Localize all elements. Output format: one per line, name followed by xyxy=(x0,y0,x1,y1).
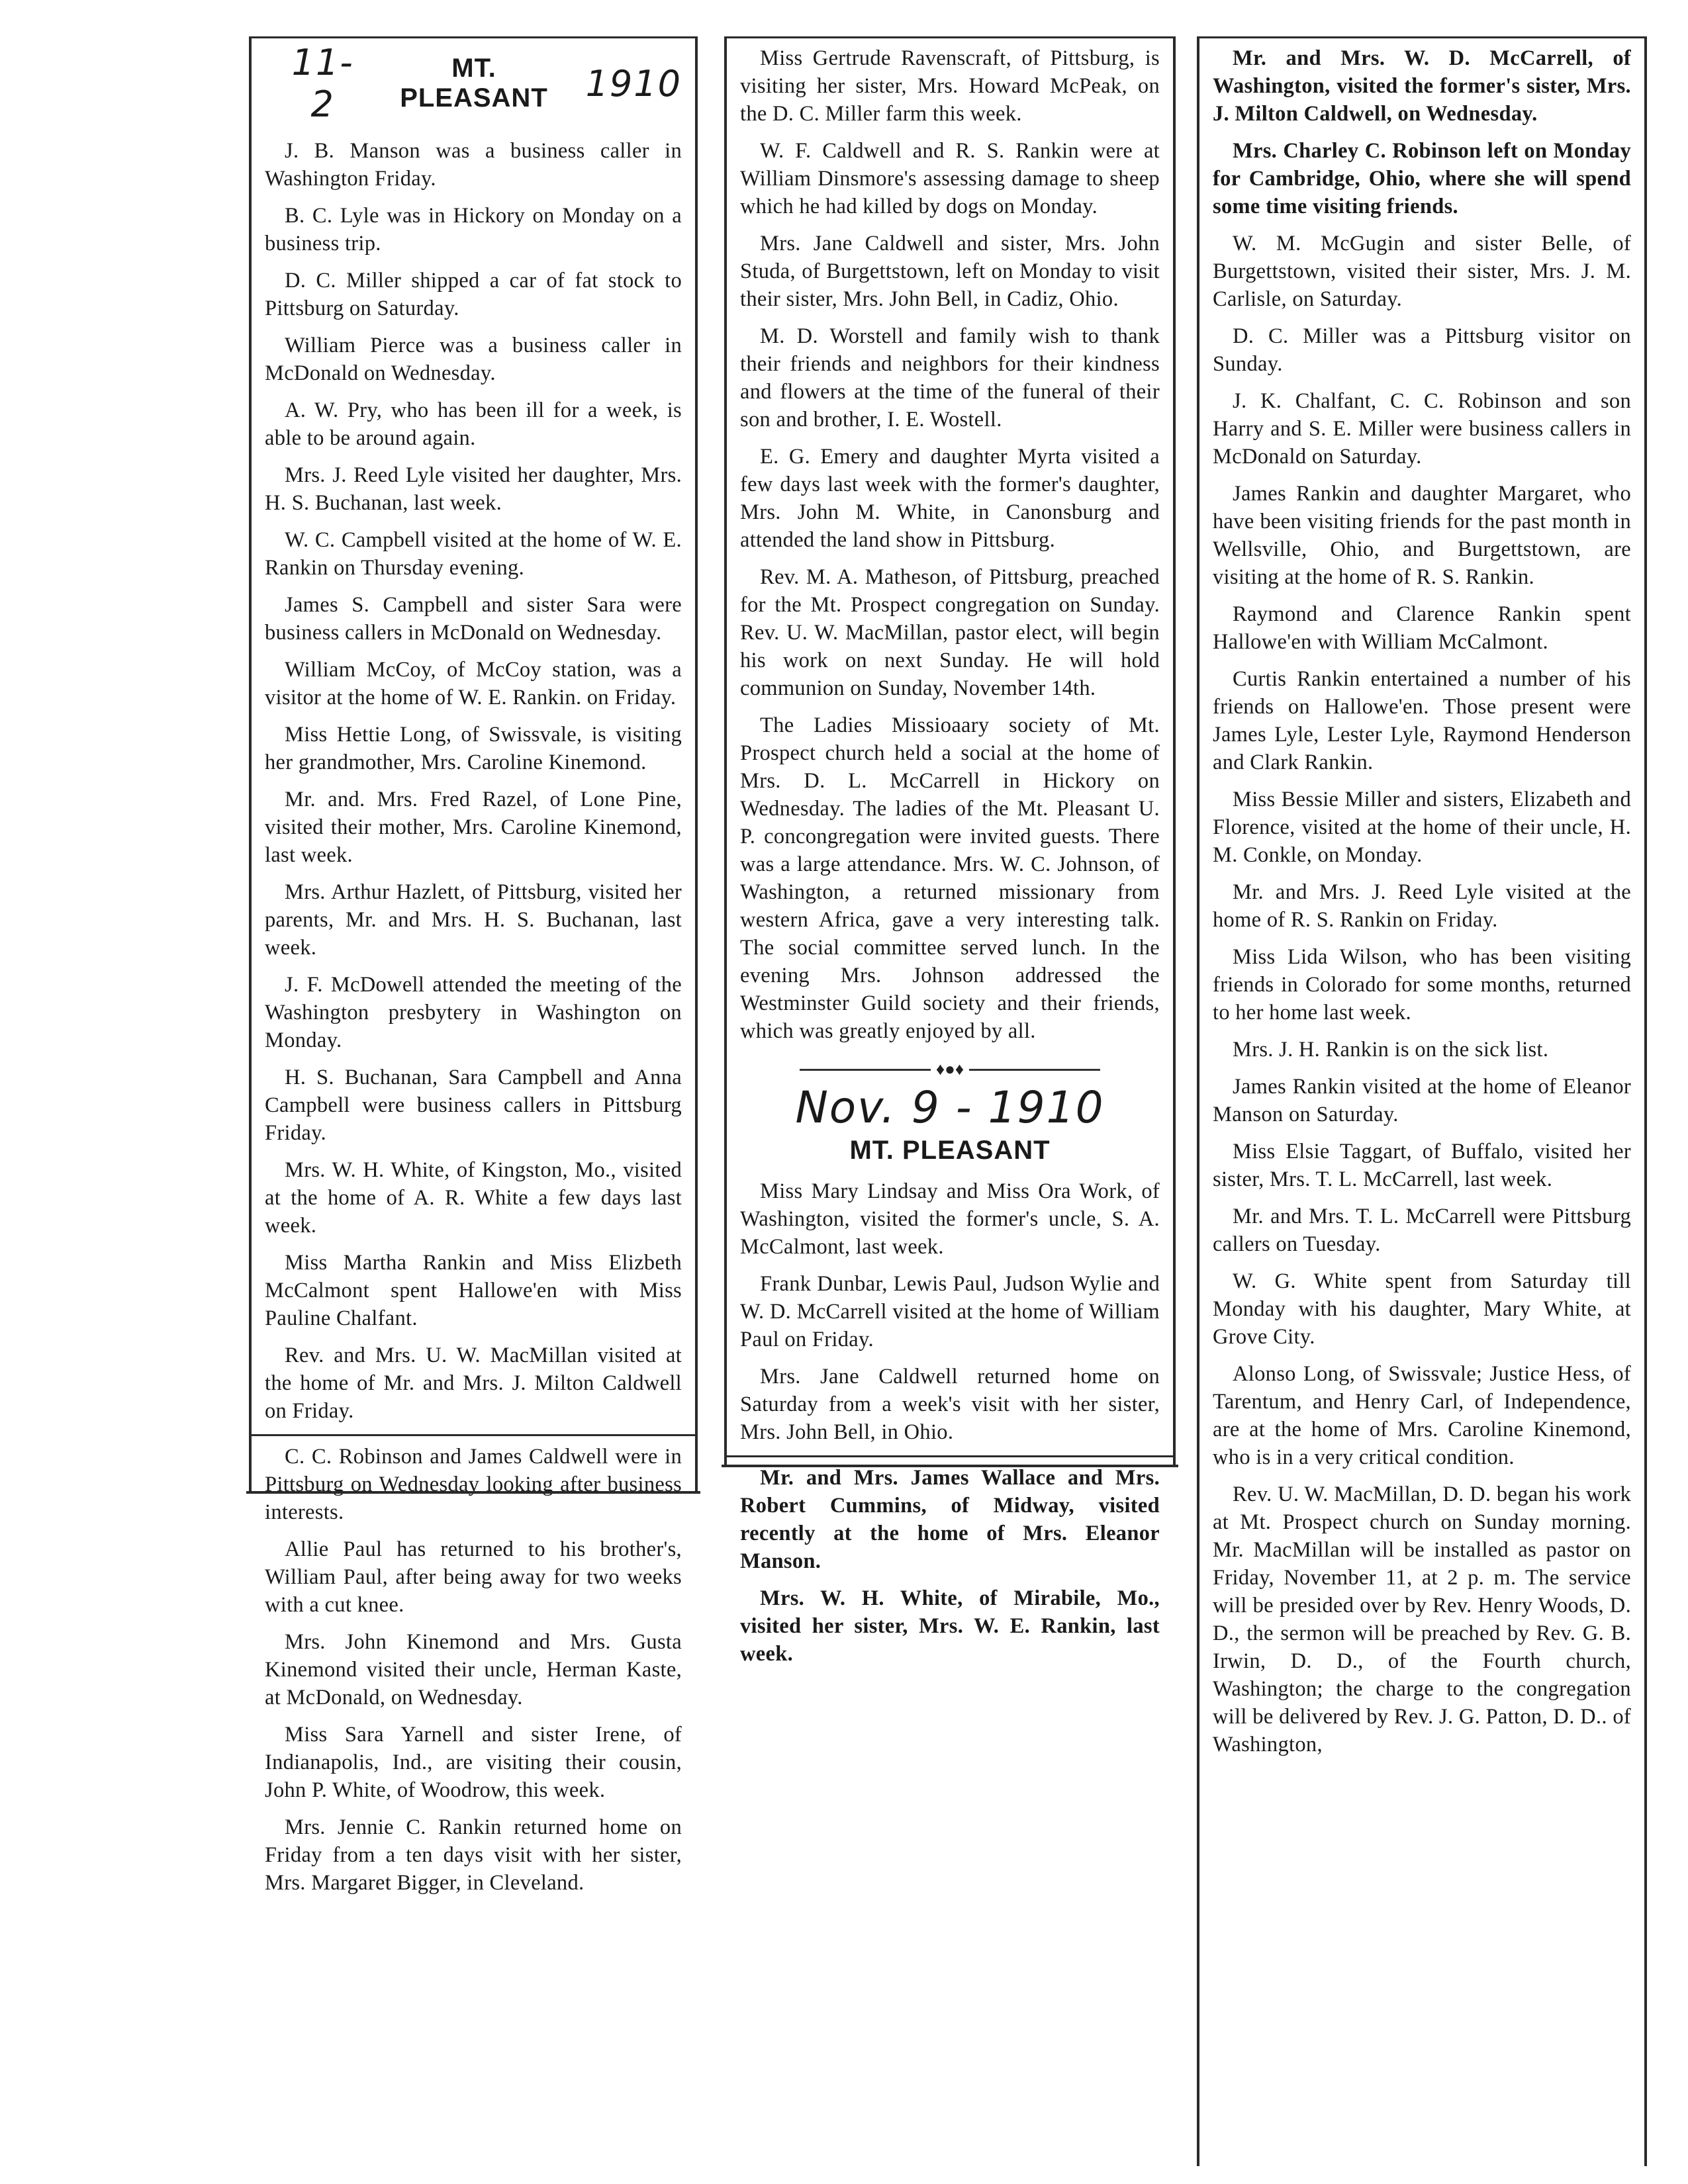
clipping-divider xyxy=(727,1455,1173,1457)
news-item: Alonso Long, of Swissvale; Justice Hess, of Tarentum, and Henry Carl, of Independence, are at the home of Mrs. Caroline Kinemond, who is in a very critical condition. xyxy=(1213,1362,1631,1469)
news-item: Mrs. Charley C. Robinson left on Monday for Cambridge, Ohio, where she will spend some time visiting friends. xyxy=(1213,139,1631,218)
news-item: W. C. Campbell visited at the home of W. E. Rankin on Thursday evening. xyxy=(265,528,682,580)
news-item: Mr. and. Mrs. Fred Razel, of Lone Pine, visited their mother, Mrs. Caroline Kinemond, last week. xyxy=(265,788,682,867)
column-top-rule xyxy=(727,36,1173,38)
news-item: A. W. Pry, who has been ill for a week, is able to be around again. xyxy=(265,398,682,450)
news-item: Miss Bessie Miller and sisters, Elizabeth and Florence, visited at the home of their uncle, H. M. Conkle, on Monday. xyxy=(1213,788,1631,867)
news-item: Miss Mary Lindsay and Miss Ora Work, of Washington, visited the former's uncle, S. A. McCalmont, last week. xyxy=(740,1179,1160,1259)
news-item: Miss Elsie Taggart, of Buffalo, visited her sister, Mrs. T. L. McCarrell, last week. xyxy=(1213,1140,1631,1191)
column-top-rule xyxy=(1199,36,1644,38)
news-item: C. C. Robinson and James Caldwell were in Pittsburg on Wednesday looking after business interests. xyxy=(265,1445,682,1524)
section-title: MT. PLEASANT xyxy=(400,54,548,113)
news-item: James Rankin and daughter Margaret, who have been visiting friends for the past month in Wellsville, Ohio, and Burgettstown, are visiting at the home of R. S. Rankin. xyxy=(1213,482,1631,589)
news-item: E. G. Emery and daughter Myrta visited a few days last week with the former's daughter, Mrs. John M. White, in Canonsburg and attended the land show in Pittsburg. xyxy=(740,445,1160,552)
handwritten-year: 1910 xyxy=(585,62,682,105)
news-item: Mrs. J. Reed Lyle visited her daughter, Mrs. H. S. Buchanan, last week. xyxy=(265,463,682,515)
ornament-glyphs: ♦●♦ xyxy=(931,1060,969,1079)
news-item: Raymond and Clarence Rankin spent Hallowe'en with William McCalmont. xyxy=(1213,602,1631,654)
news-item: Mrs. J. H. Rankin is on the sick list. xyxy=(1233,1038,1549,1062)
column-1 xyxy=(249,36,698,1895)
news-item: Mr. and Mrs. W. D. McCarrell, of Washington, visited the former's sister, Mrs. J. Milton Caldwell, on Wednesday. xyxy=(1213,46,1631,126)
news-item: James S. Campbell and sister Sara were business callers in McDonald on Wednesday. xyxy=(265,593,682,645)
section-title: MT. PLEASANT xyxy=(849,1136,1051,1165)
handwritten-date: Nov. 9 - 1910 xyxy=(795,1082,1105,1133)
news-item: Allie Paul has returned to his brother's, William Paul, after being away for two weeks with a cut knee. xyxy=(265,1537,682,1617)
news-item: D. C. Miller shipped a car of fat stock to Pittsburg on Saturday. xyxy=(265,269,682,320)
news-item: Miss Hettie Long, of Swissvale, is visiting her grandmother, Mrs. Caroline Kinemond. xyxy=(265,723,682,774)
news-item: Frank Dunbar, Lewis Paul, Judson Wylie and W. D. McCarrell visited at the home of William Paul on Friday. xyxy=(740,1272,1160,1351)
news-item: Miss Martha Rankin and Miss Elizbeth McCalmont spent Hallowe'en with Miss Pauline Chalfant. xyxy=(265,1251,682,1330)
clipping-divider xyxy=(252,1434,695,1436)
column-top-rule xyxy=(252,36,695,38)
column-bottom-rule xyxy=(246,1491,700,1494)
news-item: J. K. Chalfant, C. C. Robinson and son Harry and S. E. Miller were business callers in McDonald on Saturday. xyxy=(1213,389,1631,469)
news-item: Miss Sara Yarnell and sister Irene, of Indianapolis, Ind., are visiting their cousin, John P. White, of Woodrow, this week. xyxy=(265,1723,682,1802)
column-bottom-rule xyxy=(722,1465,1178,1467)
news-item: The Ladies Missioaary society of Mt. Prospect church held a social at the home of Mrs. D. L. McCarrell in Hickory on Wednesday. The ladies of the Mt. Pleasant U. P. concongregation were invited guests. There was a large attendance. Mrs. W. C. Johnson, of Washington, a returned missionary from western Africa, gave a very interesting talk. The social committee served lunch. In the evening Mrs. Johnson addressed the Westminster Guild society and their friends, which was greatly enjoyed by all. xyxy=(740,713,1160,1043)
news-item: Mrs. John Kinemond and Mrs. Gusta Kinemond visited their uncle, Herman Kaste, at McDonald, on Wednesday. xyxy=(265,1630,682,1709)
ornament-rule xyxy=(740,1060,1160,1078)
news-item: Miss Lida Wilson, who has been visiting friends in Colorado for some months, returned to her home last week. xyxy=(1213,945,1631,1024)
news-item: M. D. Worstell and family wish to thank their friends and neighbors for their kindness and flowers at the time of the funeral of their son and brother, I. E. Wostell. xyxy=(740,324,1160,432)
news-item: Mr. and Mrs. J. Reed Lyle visited at the home of R. S. Rankin on Friday. xyxy=(1213,880,1631,932)
handwritten-date: 11-2 xyxy=(291,42,354,125)
news-item: W. F. Caldwell and R. S. Rankin were at William Dinsmore's assessing damage to sheep which he had killed by dogs on Monday. xyxy=(740,139,1160,218)
news-item: James Rankin visited at the home of Eleanor Manson on Saturday. xyxy=(1213,1075,1631,1126)
news-item: Mrs. Jennie C. Rankin returned home on Friday from a ten days visit with her sister, Mrs. Margaret Bigger, in Cleveland. xyxy=(265,1815,682,1895)
news-item: Miss Gertrude Ravenscraft, of Pittsburg, is visiting her sister, Mrs. Howard McPeak, on the D. C. Miller farm this week. xyxy=(740,46,1160,126)
news-item: J. B. Manson was a business caller in Washington Friday. xyxy=(265,139,682,191)
news-item: Mr. and Mrs. T. L. McCarrell were Pittsburg callers on Tuesday. xyxy=(1213,1205,1631,1256)
news-item: William McCoy, of McCoy station, was a visitor at the home of W. E. Rankin. on Friday. xyxy=(265,658,682,709)
news-item: Mrs. Jane Caldwell and sister, Mrs. John Studa, of Burgettstown, left on Monday to visit their sister, Mrs. John Bell, in Cadiz, Ohio. xyxy=(740,232,1160,311)
news-item: Rev. M. A. Matheson, of Pittsburg, preached for the Mt. Prospect congregation on Sunday. Rev. U. W. MacMillan, pastor elect, will begin his work on next Sunday. He will hold communion on Sunday, November 14th. xyxy=(740,565,1160,700)
news-item: Mrs. W. H. White, of Mirabile, Mo., visited her sister, Mrs. W. E. Rankin, last week. xyxy=(740,1586,1160,1666)
news-item: B. C. Lyle was in Hickory on Monday on a business trip. xyxy=(265,204,682,255)
news-item: Mrs. Arthur Hazlett, of Pittsburg, visited her parents, Mr. and Mrs. H. S. Buchanan, last week. xyxy=(265,880,682,960)
news-item: Rev. U. W. MacMillan, D. D. began his work at Mt. Prospect church on Sunday morning. Mr. MacMillan will be installed as pastor on Friday, November 11, at 2 p. m. The service will be presided over by Rev. Henry Woods, D. D., the sermon will be preached by Rev. G. B. Irwin, D. D., of the Fourth church, Washington; the charge to the congregation will be delivered by Rev. J. G. Patton, D. D.. of Washington, xyxy=(1213,1482,1631,1756)
column-3 xyxy=(1197,36,1647,2166)
column-2 xyxy=(724,36,1176,1666)
news-item: Rev. and Mrs. U. W. MacMillan visited at the home of Mr. and Mrs. J. Milton Caldwell on Friday. xyxy=(265,1343,682,1423)
news-item: William Pierce was a business caller in McDonald on Wednesday. xyxy=(265,334,682,385)
news-item: W. M. McGugin and sister Belle, of Burgettstown, visited their sister, Mrs. J. M. Carlisle, on Saturday. xyxy=(1213,232,1631,311)
news-item: W. G. White spent from Saturday till Monday with his daughter, Mary White, at Grove City. xyxy=(1213,1269,1631,1349)
column-2-heading xyxy=(740,1082,1160,1165)
news-item: Mrs. Jane Caldwell returned home on Saturday from a week's visit with her sister, Mrs. John Bell, in Ohio. xyxy=(740,1365,1160,1444)
column-1-heading xyxy=(265,42,682,125)
news-item: Mr. and Mrs. James Wallace and Mrs. Robert Cummins, of Midway, visited recently at the home of Mrs. Eleanor Manson. xyxy=(740,1466,1160,1573)
news-item: Curtis Rankin entertained a number of his friends on Hallowe'en. Those present were James Lyle, Lester Lyle, Raymond Henderson and Clark Rankin. xyxy=(1213,667,1631,774)
news-item: D. C. Miller was a Pittsburg visitor on Sunday. xyxy=(1213,324,1631,376)
news-item: J. F. McDowell attended the meeting of the Washington presbytery in Washington on Monday. xyxy=(265,973,682,1052)
news-item: H. S. Buchanan, Sara Campbell and Anna Campbell were business callers in Pittsburg Friday. xyxy=(265,1066,682,1145)
news-item: Mrs. W. H. White, of Kingston, Mo., visited at the home of A. R. White a few days last week. xyxy=(265,1158,682,1238)
